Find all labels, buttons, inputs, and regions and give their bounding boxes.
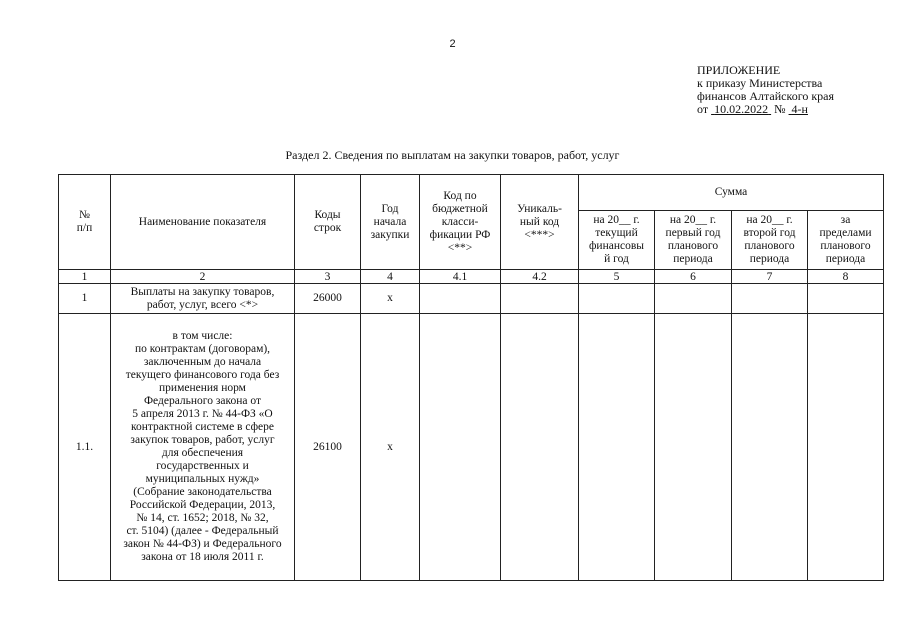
header-sum-second-plan-year: на 20__ г. второй год планового периода bbox=[732, 211, 808, 270]
row-code: 26100 bbox=[295, 314, 361, 581]
column-number: 5 bbox=[579, 270, 655, 284]
cell-unique-code bbox=[501, 284, 579, 314]
header-sum: Сумма bbox=[579, 175, 884, 211]
appendix-number-label: № bbox=[774, 102, 786, 116]
column-number: 4 bbox=[361, 270, 420, 284]
header-year: Год начала закупки bbox=[361, 175, 420, 270]
section-title: Раздел 2. Сведения по выплатам на закупки товаров, работ, услуг bbox=[285, 148, 620, 162]
appendix-stamp bbox=[697, 64, 897, 116]
column-number: 7 bbox=[732, 270, 808, 284]
payments-table bbox=[58, 174, 884, 581]
appendix-title: ПРИЛОЖЕНИЕ bbox=[697, 63, 781, 77]
cell-unique-code bbox=[501, 314, 579, 581]
column-number: 1 bbox=[59, 270, 111, 284]
header-sum-first-plan-year: на 20__ г. первый год планового периода bbox=[655, 211, 732, 270]
cell-sum-second-plan-year bbox=[732, 284, 808, 314]
page-number: 2 bbox=[449, 38, 456, 50]
column-number: 6 bbox=[655, 270, 732, 284]
header-unique-code: Уникаль- ный код <***> bbox=[501, 175, 579, 270]
header-budget-code: Код по бюджетной класси- фикации РФ <**> bbox=[420, 175, 501, 270]
row-num: 1 bbox=[59, 284, 111, 314]
row-name: Выплаты на закупку товаров, работ, услуг, всего <*> bbox=[111, 284, 295, 314]
column-number: 3 bbox=[295, 270, 361, 284]
appendix-from-label: от bbox=[697, 102, 709, 116]
cell-sum-current-year bbox=[579, 314, 655, 581]
header-row bbox=[59, 175, 884, 211]
cell-budget-code bbox=[420, 284, 501, 314]
appendix-number: 4-н bbox=[791, 102, 808, 116]
cell-sum-first-plan-year bbox=[655, 284, 732, 314]
header-name: Наименование показателя bbox=[111, 175, 295, 270]
column-number-row bbox=[59, 270, 884, 284]
cell-sum-first-plan-year bbox=[655, 314, 732, 581]
row-num: 1.1. bbox=[59, 314, 111, 581]
cell-sum-current-year bbox=[579, 284, 655, 314]
cell-budget-code bbox=[420, 314, 501, 581]
column-number: 8 bbox=[808, 270, 884, 284]
row-code: 26000 bbox=[295, 284, 361, 314]
row-year: x bbox=[361, 284, 420, 314]
appendix-line-3: финансов Алтайского края bbox=[697, 89, 834, 103]
cell-sum-second-plan-year bbox=[732, 314, 808, 581]
header-sum-beyond-plan: за пределами планового периода bbox=[808, 211, 884, 270]
column-number: 4.1 bbox=[420, 270, 501, 284]
header-codes: Коды строк bbox=[295, 175, 361, 270]
appendix-date: 10.02.2022 bbox=[714, 102, 769, 116]
column-number: 4.2 bbox=[501, 270, 579, 284]
header-num: № п/п bbox=[59, 175, 111, 270]
appendix-line-2: к приказу Министерства bbox=[697, 76, 823, 90]
appendix-date-line bbox=[697, 103, 897, 116]
header-sum-current-year: на 20__ г. текущий финансовы й год bbox=[579, 211, 655, 270]
table-row bbox=[59, 284, 884, 314]
row-year: x bbox=[361, 314, 420, 581]
column-number: 2 bbox=[111, 270, 295, 284]
row-name: в том числе: по контрактам (договорам), заключенным до начала текущего финансового года без применения норм Федерального закона от 5 апреля 2013 г. № 44-ФЗ «О контрактной системе в сфере закупок товаров, работ, услуг для обеспечения государственных и муниципальных нужд» (Собрание законодательства Российской Федерации, 2013, № 14, ст. 1652; 2018, № 32, ст. 5104) (далее - Федеральный закон № 44-ФЗ) и Федерального закона от 18 июля 2011 г. bbox=[111, 314, 295, 581]
table-row bbox=[59, 314, 884, 581]
cell-sum-beyond-plan bbox=[808, 314, 884, 581]
cell-sum-beyond-plan bbox=[808, 284, 884, 314]
